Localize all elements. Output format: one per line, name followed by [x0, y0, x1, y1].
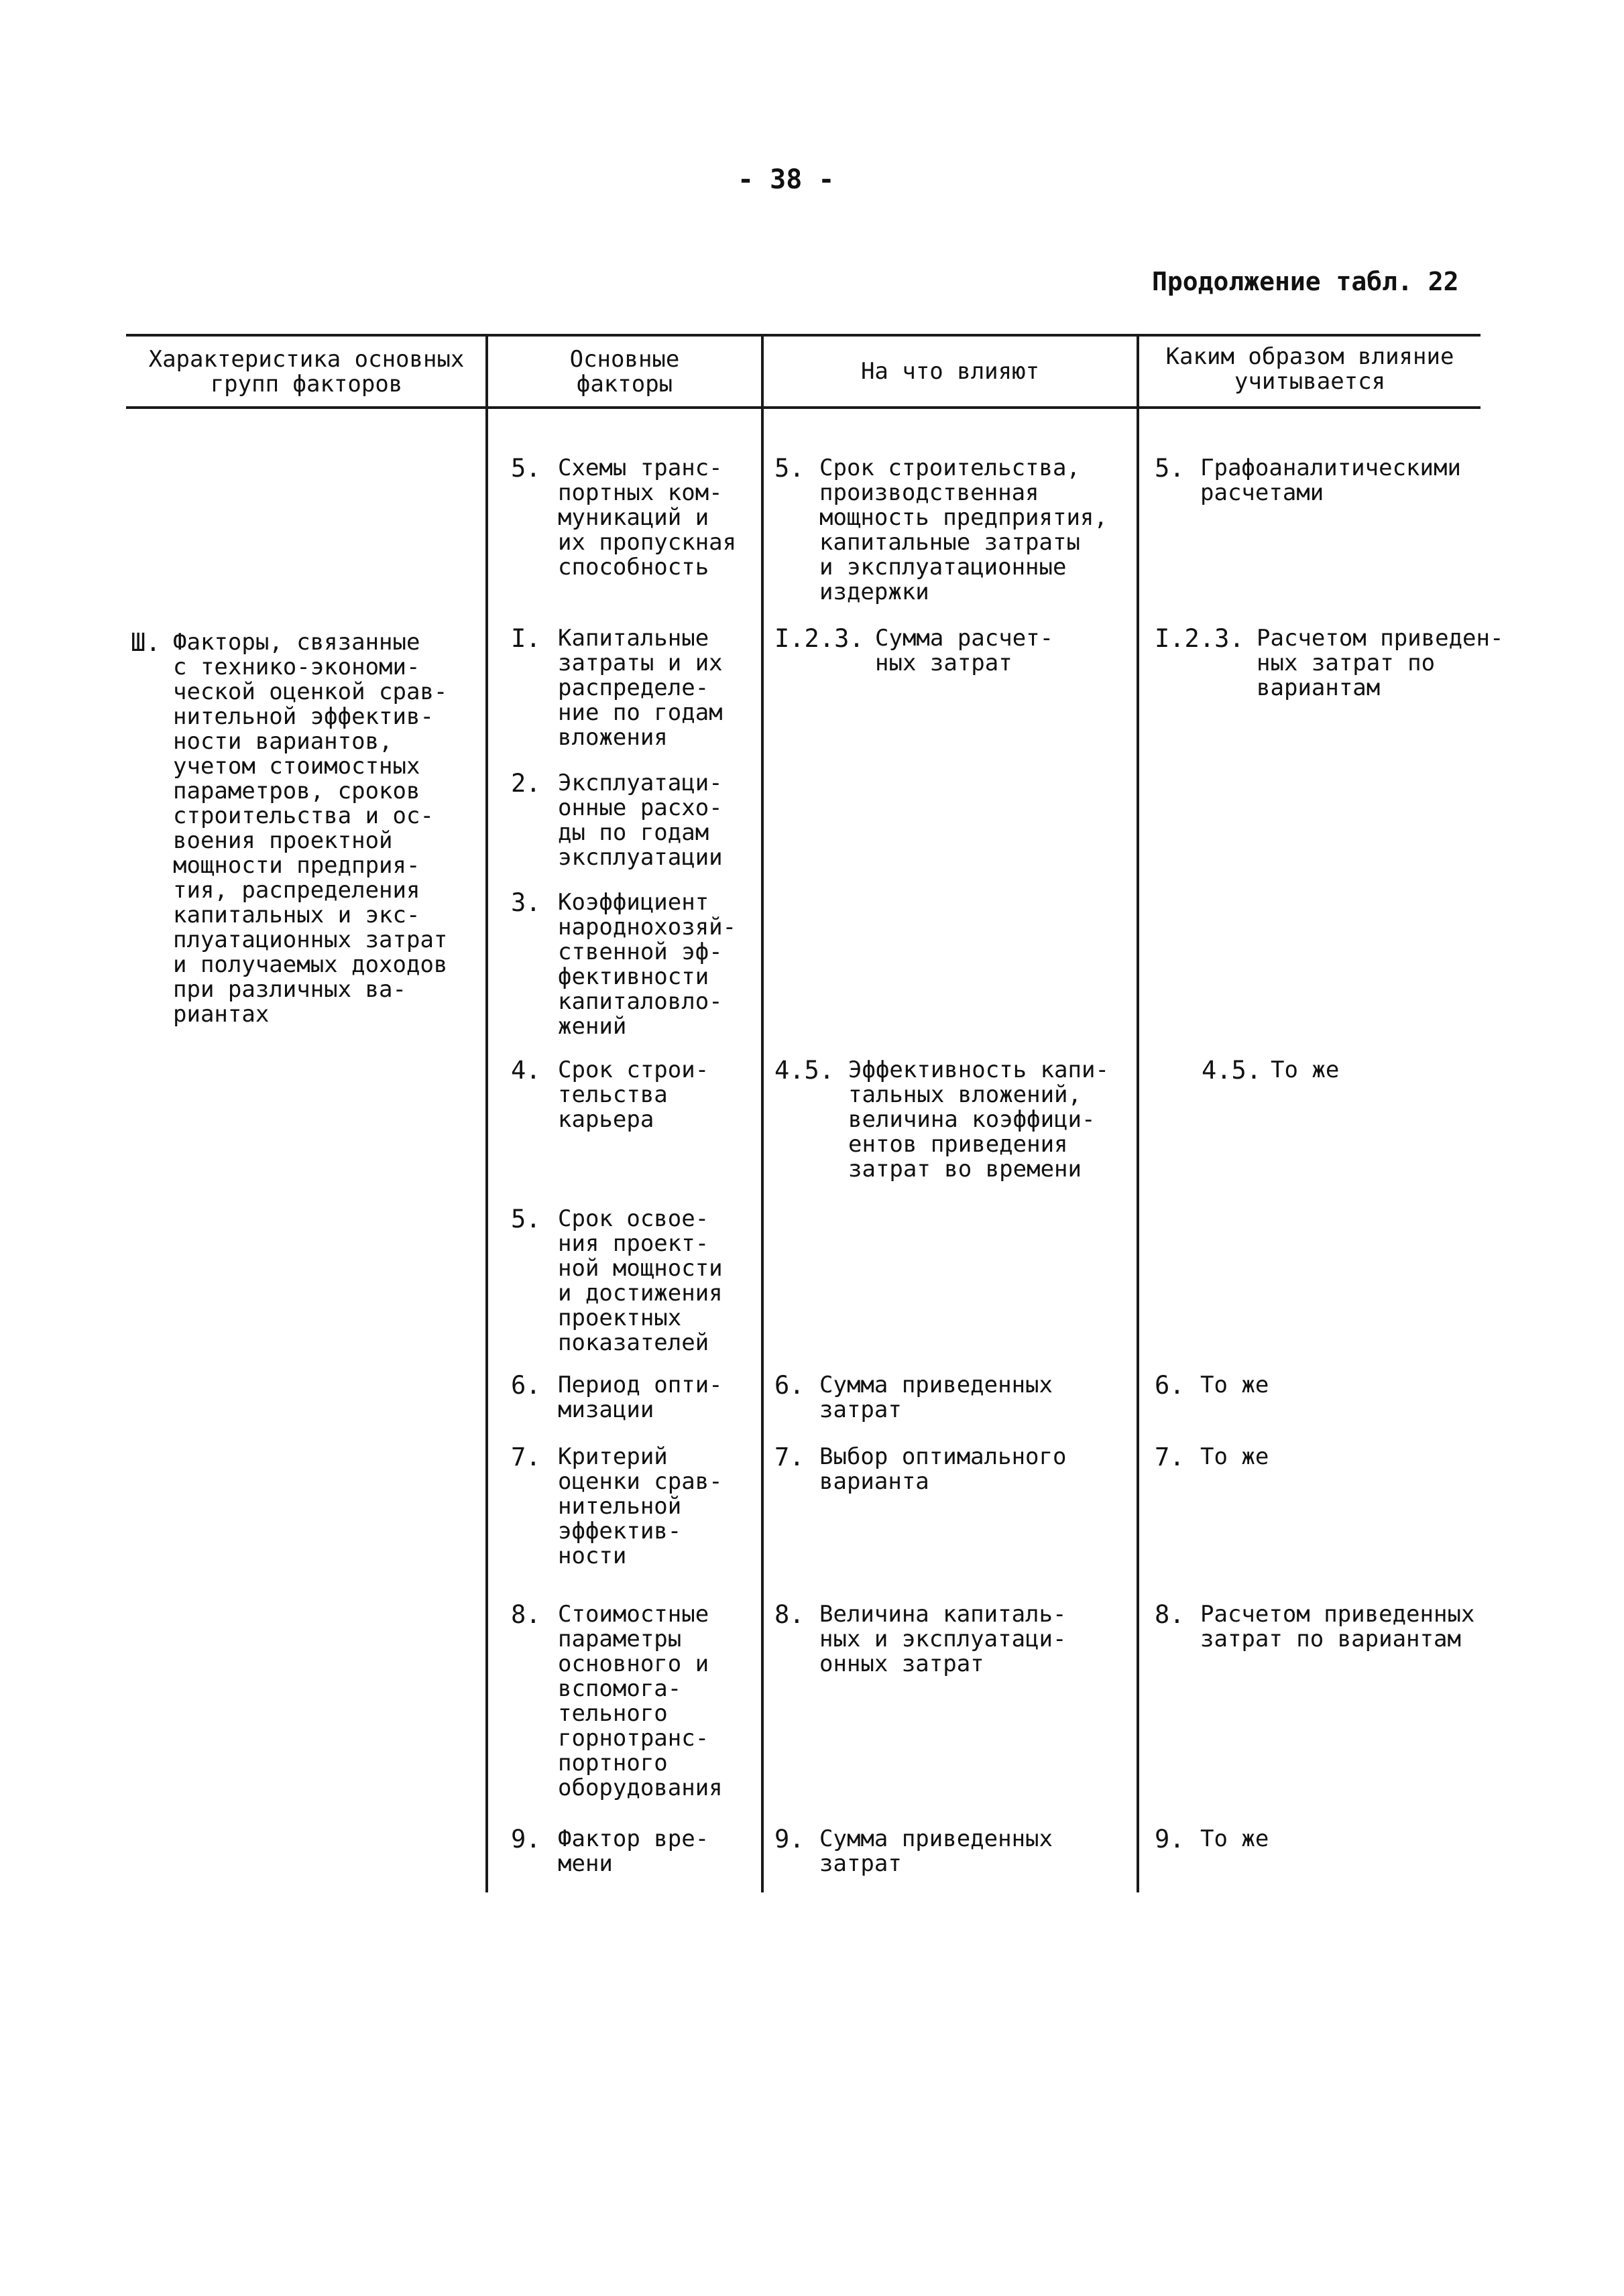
- group-description: Факторы, связанные с технико-экономи- ческой оценкой срав- нительной эффектив- ности вариантов, учетом стоимостных параметров, сроков строительства и ос- воения проектной мощности предприя- тия, распределения капитальных и экс- плуатационных затрат и получаемых доходов при различных ва- риантах: [173, 629, 448, 1028]
- accounting-number: 4.5.: [1202, 1056, 1262, 1085]
- accounting-number: 7.: [1155, 1443, 1185, 1471]
- factor-text: Срок строи- тельства карьера: [558, 1056, 709, 1133]
- accounting-number: 8.: [1155, 1600, 1185, 1629]
- influence-text: Срок строительства, производственная мощность предприятия, капитальные затраты и эксплуатационные издержки: [819, 455, 1108, 605]
- header-characteristics: Характеристика основных групп факторов: [148, 346, 465, 398]
- factor-text: Срок освое- ния проект- ной мощности и достижения проектных показателей: [558, 1205, 723, 1356]
- accounting-number: I.2.3.: [1155, 624, 1244, 653]
- factor-number: 2.: [511, 769, 541, 798]
- influence-text: Сумма расчет- ных затрат: [875, 625, 1054, 676]
- accounting-number: 9.: [1155, 1825, 1185, 1854]
- factor-text: Капитальные затраты и их распределе- ние по годам вложения: [558, 625, 723, 751]
- factor-number: I.: [511, 624, 541, 653]
- influence-number: 9.: [774, 1825, 805, 1854]
- factor-number: 3.: [511, 888, 541, 917]
- factor-text: Стоимостные параметры основного и вспомога- тельного горнотранс- портного оборудования: [558, 1601, 723, 1801]
- column-divider-1: [485, 334, 488, 1892]
- factor-text: Фактор вре- мени: [558, 1825, 709, 1877]
- accounting-text: То же: [1200, 1372, 1269, 1398]
- accounting-text: Графоаналитическими расчетами: [1200, 455, 1461, 506]
- column-divider-3: [1137, 334, 1139, 1892]
- factor-number: 8.: [511, 1600, 541, 1629]
- accounting-number: 6.: [1155, 1371, 1185, 1400]
- accounting-text: То же: [1200, 1443, 1269, 1470]
- influence-number: 5.: [774, 454, 805, 483]
- header-accounting: Каким образом влияние учитывается: [1165, 343, 1454, 395]
- factor-text: Период опти- мизации: [558, 1372, 723, 1423]
- accounting-text: То же: [1271, 1056, 1340, 1083]
- factor-number: 7.: [511, 1443, 541, 1471]
- table-top-rule: [126, 334, 1481, 337]
- factor-number: 4.: [511, 1056, 541, 1085]
- header-influence: На что влияют: [860, 358, 1040, 385]
- factor-number: 6.: [511, 1371, 541, 1400]
- influence-text: Эффективность капи- тальных вложений, величина коэффици- ентов приведения затрат во времени: [848, 1056, 1109, 1183]
- influence-number: 6.: [774, 1371, 805, 1400]
- influence-number: 7.: [774, 1443, 805, 1471]
- page-number: - 38 -: [738, 164, 835, 195]
- factor-number: 5.: [511, 454, 541, 483]
- table-continuation-caption: Продолжение табл. 22: [1152, 267, 1459, 296]
- column-divider-2: [761, 334, 764, 1892]
- accounting-text: То же: [1200, 1825, 1269, 1852]
- influence-number: 8.: [774, 1600, 805, 1629]
- group-number: Ш.: [131, 628, 161, 657]
- factor-text: Схемы транс- портных ком- муникаций и их пропускная способность: [558, 455, 737, 581]
- factor-number: 9.: [511, 1825, 541, 1854]
- header-bottom-rule: [126, 406, 1481, 409]
- influence-text: Величина капиталь- ных и эксплуатаци- онных затрат: [819, 1601, 1067, 1677]
- header-main-factors: Основные факторы: [569, 346, 680, 398]
- influence-number: I.2.3.: [774, 624, 864, 653]
- influence-number: 4.5.: [774, 1056, 835, 1085]
- factor-number: 5.: [511, 1205, 541, 1233]
- influence-text: Сумма приведенных затрат: [819, 1372, 1053, 1423]
- influence-text: Сумма приведенных затрат: [819, 1825, 1053, 1877]
- accounting-text: Расчетом приведен- ных затрат по вариантам: [1257, 625, 1504, 701]
- factor-text: Критерий оценки срав- нительной эффектив- ности: [558, 1443, 723, 1569]
- accounting-number: 5.: [1155, 454, 1185, 483]
- influence-text: Выбор оптимального варианта: [819, 1443, 1067, 1495]
- accounting-text: Расчетом приведенных затрат по вариантам: [1200, 1601, 1475, 1652]
- factor-text: Коэффициент народнохозяй- ственной эф- фективности капиталовло- жений: [558, 889, 737, 1040]
- factor-text: Эксплуатаци- онные расхо- ды по годам эксплуатации: [558, 770, 723, 871]
